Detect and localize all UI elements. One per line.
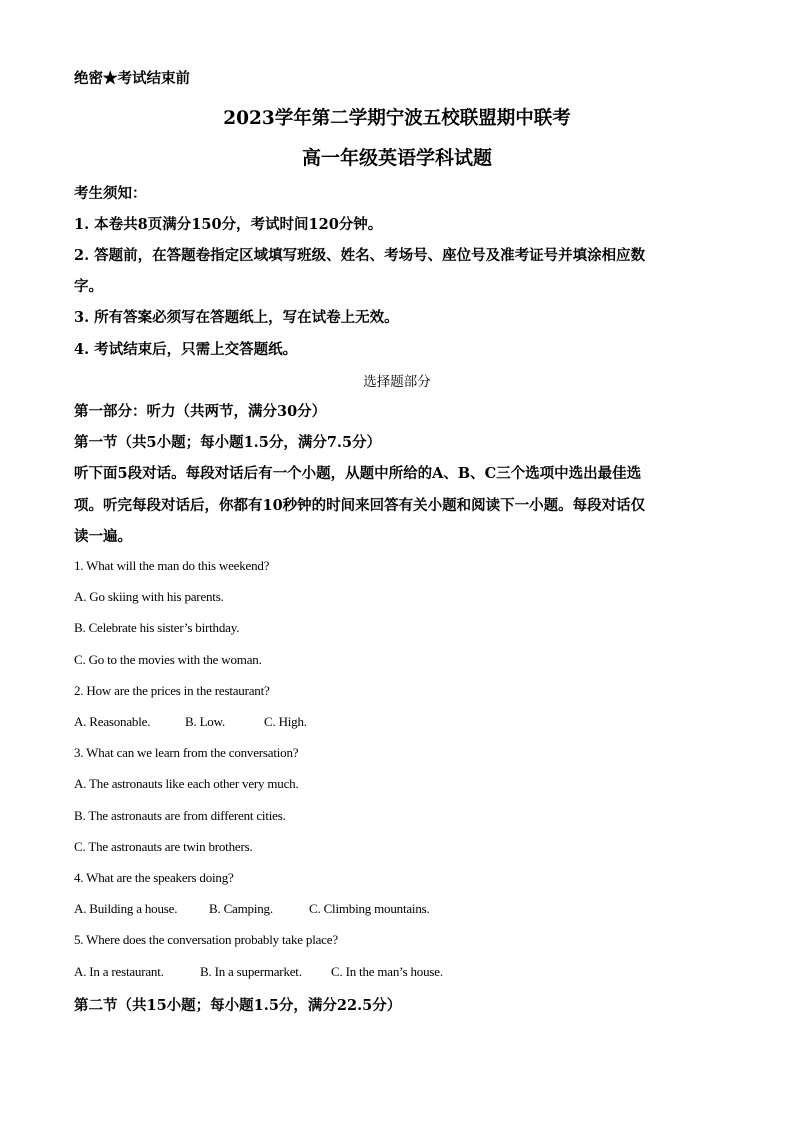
question-option: A. The astronauts like each other very much. xyxy=(74,776,299,791)
instruction-line: 读一遍。 xyxy=(74,528,132,545)
question-option: B. In a supermarket. xyxy=(200,964,302,979)
notice-heading: 考生须知： xyxy=(74,185,147,202)
question-option: C. In the man’s house. xyxy=(331,964,443,979)
notice-item: 4. 考试结束后，只需上交答题纸。 xyxy=(74,341,298,358)
question-text: 2. How are the prices in the restaurant? xyxy=(74,683,270,698)
notice-item: 2. 答题前，在答题卷指定区域填写班级、姓名、考场号、座位号及准考证号并填涂相应数 xyxy=(74,247,646,264)
question-text: 1. What will the man do this weekend? xyxy=(74,558,270,573)
question-option: C. Climbing mountains. xyxy=(309,901,430,916)
notice-item: 3. 所有答案必须写在答题纸上，写在试卷上无效。 xyxy=(74,309,399,326)
part-heading: 第一部分：听力（共两节，满分30分） xyxy=(74,403,327,420)
section-label: 选择题部分 xyxy=(363,374,431,390)
question-option: A. In a restaurant. xyxy=(74,964,164,979)
subsection-heading: 第二节（共15小题；每小题1.5分，满分22.5分） xyxy=(74,997,402,1014)
question-option: B. Low. xyxy=(185,714,226,729)
exam-title: 2023学年第二学期宁波五校联盟期中联考 xyxy=(223,108,571,129)
confidential-label: 绝密★考试结束前 xyxy=(74,70,190,87)
question-option: A. Reasonable. xyxy=(74,714,151,729)
question-option: C. The astronauts are twin brothers. xyxy=(74,839,253,854)
question-option: A. Building a house. xyxy=(74,901,178,916)
question-text: 4. What are the speakers doing? xyxy=(74,870,234,885)
subsection-heading: 第一节（共5小题；每小题1.5分，满分7.5分） xyxy=(74,434,382,451)
question-text: 5. Where does the conversation probably take place? xyxy=(74,932,338,947)
instruction-line: 项。听完每段对话后，你都有10秒钟的时间来回答有关小题和阅读下一小题。每段对话仅 xyxy=(74,497,646,514)
question-option: B. The astronauts are from different cities. xyxy=(74,808,286,823)
question-option: C. Go to the movies with the woman. xyxy=(74,652,262,667)
exam-subtitle: 高一年级英语学科试题 xyxy=(301,147,492,169)
question-option: A. Go skiing with his parents. xyxy=(74,589,224,604)
notice-item: 1. 本卷共8页满分150分，考试时间120分钟。 xyxy=(74,216,383,233)
question-text: 3. What can we learn from the conversation? xyxy=(74,745,299,760)
notice-item: 字。 xyxy=(74,278,103,295)
instruction-line: 听下面5段对话。每段对话后有一个小题，从题中所给的A、B、C三个选项中选出最佳选 xyxy=(74,465,642,482)
question-option: B. Camping. xyxy=(209,901,273,916)
question-option: B. Celebrate his sister’s birthday. xyxy=(74,620,240,635)
question-option: C. High. xyxy=(264,714,307,729)
